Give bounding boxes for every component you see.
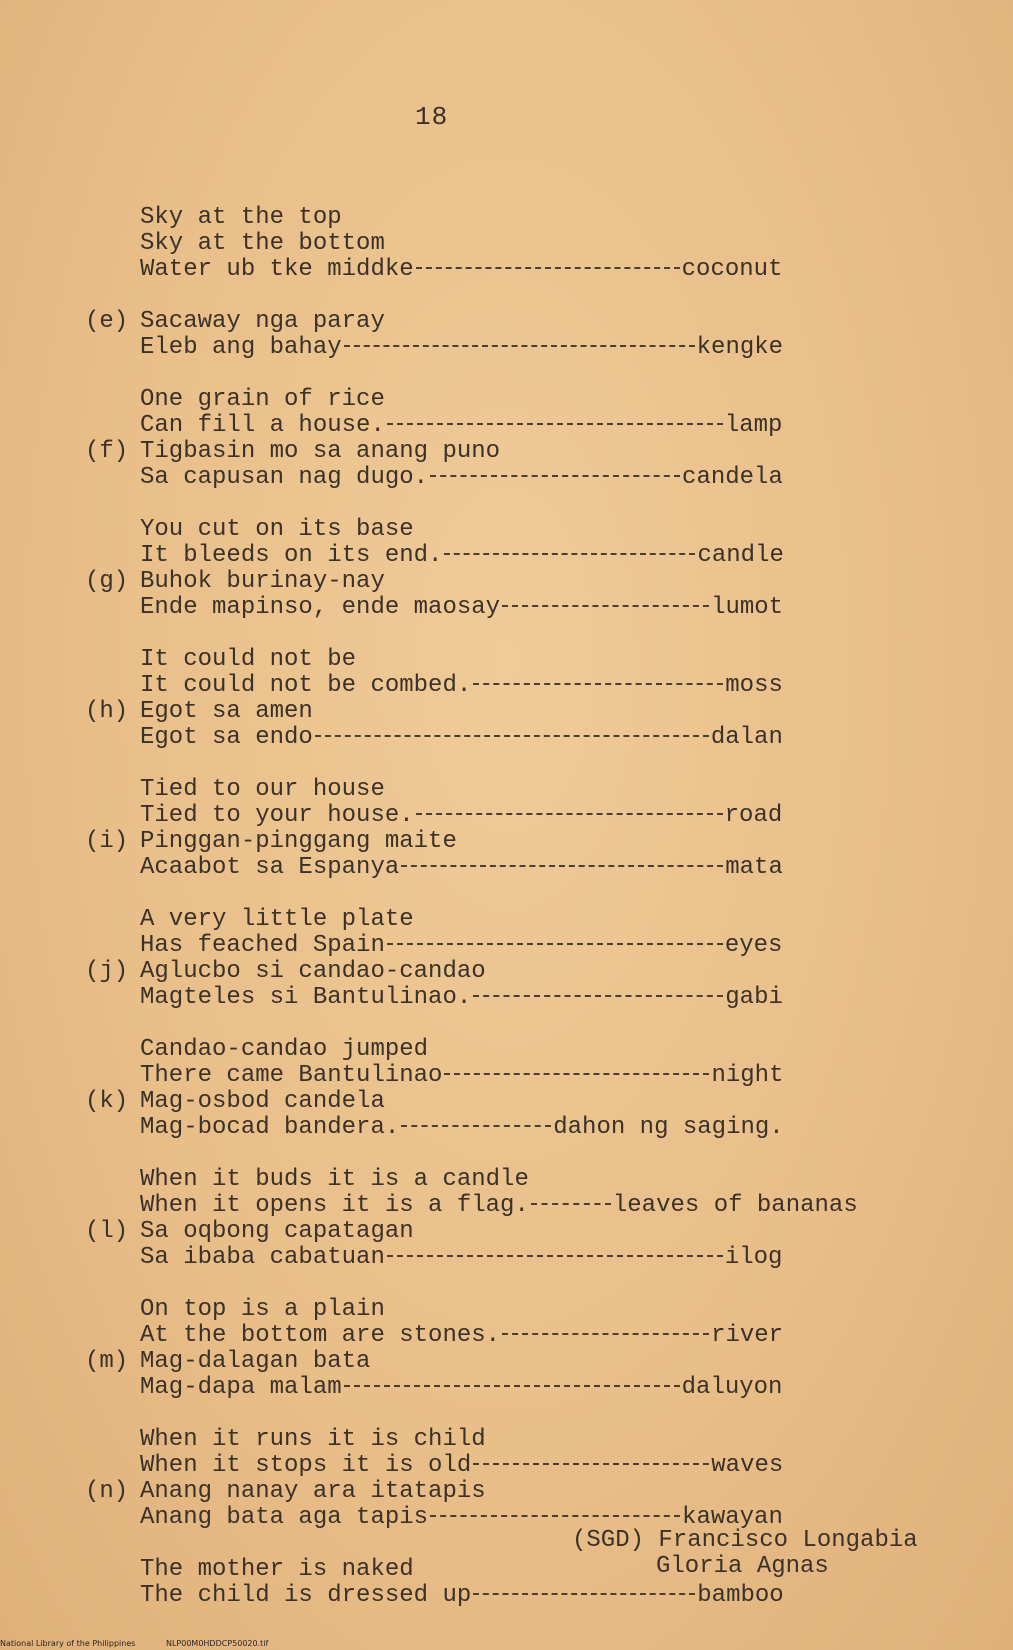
riddle-line [85,647,1000,673]
riddle-text: Sky at the top [140,204,342,231]
leader-dashes [502,605,709,607]
archive-footer [0,1639,296,1648]
riddle-text: When it buds it is a candle [140,1166,529,1193]
riddle-answer: dahon ng saging. [553,1114,784,1141]
riddle-answer: river [711,1322,784,1349]
riddle-line [85,959,1000,985]
riddle-line [85,777,1000,803]
riddle-answer: kawayan [682,1504,783,1531]
riddle-text: Eleb ang bahay [140,334,342,361]
footer-file: NLP00M0HDDCP50020.tif [165,1639,269,1648]
footer-institution: National Library of the Philippines [0,1639,136,1648]
riddle-line [85,335,1000,361]
leader-dashes [401,865,723,867]
riddle-text: It could not be [140,646,357,673]
riddle-text: Sa oqbong capatagan [140,1218,414,1245]
riddle-answer: moss [725,672,783,699]
riddle-line [85,1167,1000,1193]
riddle-answer: bamboo [697,1582,784,1609]
riddle-text: At the bottom are stones. [140,1322,501,1349]
riddle-line [85,1063,1000,1089]
riddle-block [85,387,1000,491]
riddle-text: Mag-bocad bandera. [140,1114,400,1141]
riddle-line [85,1193,1000,1219]
riddle-text: It could not be combed. [140,672,472,699]
riddle-text: When it stops it is old [140,1452,472,1479]
leader-dashes [444,553,695,555]
riddle-text: Has feached Spain [140,932,385,959]
riddle-line [85,1323,1000,1349]
riddle-line [85,803,1000,829]
riddle-block [85,647,1000,751]
leader-dashes [416,813,723,815]
riddle-line [85,1453,1000,1479]
riddle-text: A very little plate [140,906,414,933]
riddle-text: When it runs it is child [140,1426,486,1453]
riddle-block [85,309,1000,361]
riddle-text: Magteles si Bantulinao. [140,984,472,1011]
riddle-marker: (i) [85,828,129,855]
riddle-answer: lamp [724,412,783,439]
riddle-answer: kengke [696,334,784,361]
riddle-block [85,1037,1000,1141]
riddle-text: Egot sa endo [140,724,313,751]
riddle-line [85,517,1000,543]
riddle-line [85,595,1000,621]
riddle-answer: ilog [724,1244,783,1271]
riddle-answer: road [724,802,783,829]
riddle-line [85,1245,1000,1271]
riddle-block [85,1167,1000,1271]
riddle-answer: candela [682,464,783,491]
riddle-text: Sacaway nga paray [140,308,385,335]
riddle-answer: lumot [711,594,784,621]
signature-line-2: Gloria Agnas [656,1553,829,1580]
riddle-answer: candle [697,542,784,569]
riddle-text: Buhok burinay-nay [140,568,385,595]
riddle-line [85,1297,1000,1323]
leader-dashes [531,1203,611,1205]
riddle-answer: daluyon [681,1374,783,1401]
riddle-line [85,1479,1000,1505]
leader-dashes [315,735,709,737]
riddle-text: Mag-dalagan bata [140,1348,371,1375]
riddle-text: Egot sa amen [140,698,313,725]
riddle-line [85,907,1000,933]
riddle-text: Water ub tke middke [140,256,414,283]
riddle-answer: mata [725,854,783,881]
riddle-line [85,855,1000,881]
riddle-answer: coconut [681,256,783,283]
riddle-answer: gabi [725,984,783,1011]
riddle-line [85,387,1000,413]
riddle-text: There came Bantulinao [140,1062,443,1089]
riddle-text: The mother is naked [140,1556,414,1583]
riddle-line [85,829,1000,855]
riddle-line [85,725,1000,751]
riddle-text: Sa capusan nag dugo. [140,464,429,491]
leader-dashes [344,1385,680,1387]
riddle-text: Mag-dapa malam [140,1374,342,1401]
leader-dashes [401,1125,551,1127]
riddle-text: Candao-candao jumped [140,1036,429,1063]
riddle-block [85,907,1000,1011]
riddle-text: Acaabot sa Espanya [140,854,400,881]
riddle-line [85,1115,1000,1141]
riddle-line [85,309,1000,335]
leader-dashes [387,1255,723,1257]
riddle-list [85,205,1000,1635]
riddle-line [85,933,1000,959]
riddle-line [85,569,1000,595]
riddle-block [85,205,1000,283]
riddle-answer: night [711,1062,784,1089]
riddle-text: Anang bata aga tapis [140,1504,429,1531]
signature-line-1: (SGD) Francisco Longabia [572,1527,918,1554]
riddle-marker: (f) [85,438,129,465]
riddle-line [85,231,1000,257]
riddle-answer: dalan [710,724,783,751]
riddle-line [85,1349,1000,1375]
leader-dashes [473,995,723,997]
riddle-text: Can fill a house. [140,412,385,439]
riddle-line [85,413,1000,439]
riddle-marker: (e) [85,308,129,335]
riddle-block [85,1427,1000,1531]
riddle-answer: eyes [724,932,783,959]
riddle-answer: waves [711,1452,784,1479]
riddle-line [85,257,1000,283]
riddle-marker: (k) [85,1088,129,1115]
leader-dashes [502,1333,709,1335]
riddle-text: Tied to our house [140,776,385,803]
riddle-marker: (g) [85,568,129,595]
riddle-marker: (n) [85,1478,129,1505]
riddle-marker: (l) [85,1218,129,1245]
page-number: 18 [415,102,449,132]
riddle-line [85,985,1000,1011]
riddle-text: Mag-osbod candela [140,1088,385,1115]
riddle-line [85,205,1000,231]
riddle-line [85,543,1000,569]
leader-dashes [416,267,680,269]
riddle-text: Sa ibaba cabatuan [140,1244,385,1271]
riddle-text: Anang nanay ara itatapis [140,1478,486,1505]
leader-dashes [473,683,723,685]
riddle-block [85,517,1000,621]
riddle-line [85,465,1000,491]
leader-dashes [430,1515,680,1517]
riddle-text: One grain of rice [140,386,385,413]
leader-dashes [387,943,723,945]
riddle-block [85,1297,1000,1401]
riddle-line [85,699,1000,725]
riddle-line [85,1219,1000,1245]
riddle-marker: (j) [85,958,129,985]
riddle-text: Ende mapinso, ende maosay [140,594,501,621]
riddle-text: Sky at the bottom [140,230,385,257]
riddle-marker: (m) [85,1348,129,1375]
riddle-text: On top is a plain [140,1296,385,1323]
riddle-line [85,1427,1000,1453]
leader-dashes [473,1463,709,1465]
leader-dashes [344,345,695,347]
riddle-answer: leaves of bananas [612,1192,858,1219]
riddle-text: Pinggan-pinggang maite [140,828,457,855]
riddle-line [85,439,1000,465]
riddle-line [85,1037,1000,1063]
leader-dashes [473,1593,695,1595]
signature [572,1528,918,1580]
riddle-text: You cut on its base [140,516,414,543]
riddle-line [85,1583,1000,1609]
riddle-line [85,1375,1000,1401]
riddle-text: Tied to your house. [140,802,414,829]
riddle-line [85,673,1000,699]
leader-dashes [387,423,723,425]
riddle-text: Tigbasin mo sa anang puno [140,438,501,465]
riddle-text: Aglucbo si candao-candao [140,958,486,985]
riddle-text: When it opens it is a flag. [140,1192,529,1219]
riddle-text: It bleeds on its end. [140,542,443,569]
riddle-text: The child is dressed up [140,1582,472,1609]
riddle-block [85,777,1000,881]
riddle-line [85,1089,1000,1115]
leader-dashes [430,475,680,477]
riddle-marker: (h) [85,698,129,725]
leader-dashes [444,1073,709,1075]
